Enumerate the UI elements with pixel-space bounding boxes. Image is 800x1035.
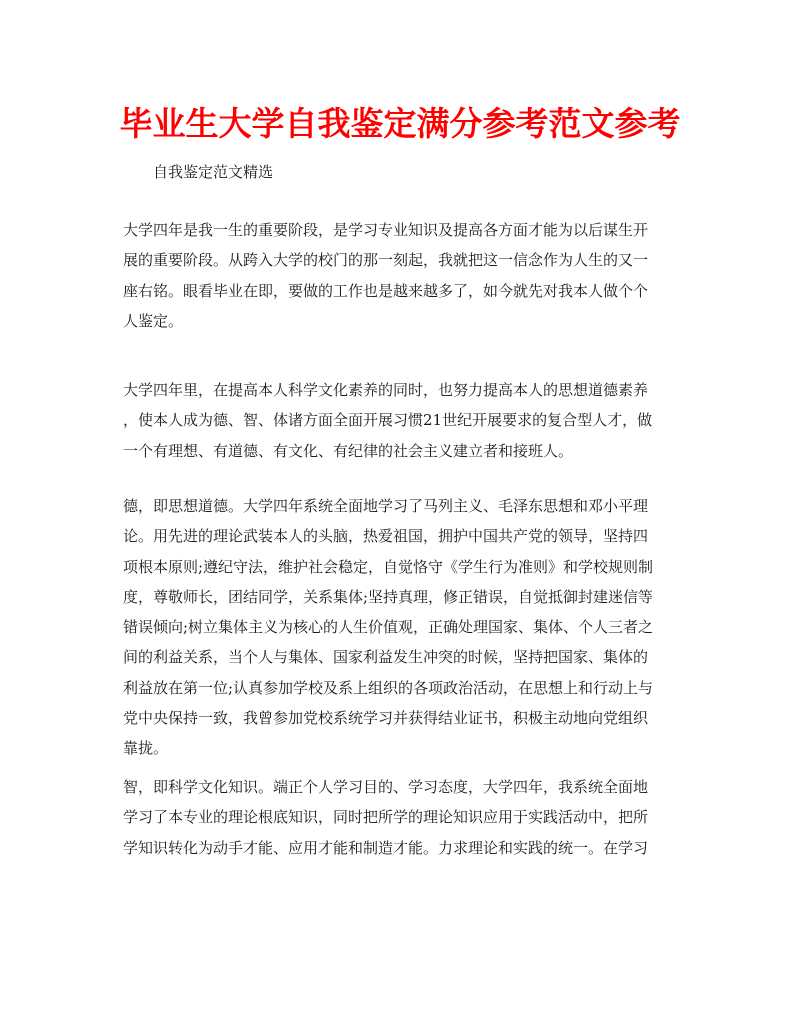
paragraph-line: 智，即科学文化知识。端正个人学习目的、学习态度，大学四年，我系统全面地 — [123, 778, 649, 796]
paragraph-line: 德，即思想道德。大学四年系统全面地学习了马列主义、毛泽东思想和邓小平理 — [123, 497, 649, 515]
paragraph-2 — [123, 375, 683, 466]
paragraph-line: 党中央保持一致，我曾参加党校系统学习并获得结业证书，积极主动地向党组织 — [123, 709, 649, 728]
paragraph-line: 展的重要阶段。从跨入大学的校门的那一刻起，我就把这一信念作为人生的又一 — [123, 251, 649, 270]
paragraph-line: ，使本人成为德、智、体诸方面全面开展习惯21世纪开展要求的复合型人才，做 — [123, 411, 653, 430]
paragraph-line: 座右铭。眼看毕业在即，要做的工作也是越来越多了，如今就先对我本人做个个 — [123, 281, 649, 300]
paragraph-line: 大学四年是我一生的重要阶段，是学习专业知识及提高各方面才能为以后谋生开 — [123, 221, 649, 239]
paragraph-line: 论。用先进的理论武装本人的头脑，热爱祖国，拥护中国共产党的领导，坚持四 — [123, 527, 649, 546]
paragraph-line: 学习了本专业的理论根底知识，同时把所学的理论知识应用于实践活动中，把所 — [123, 808, 649, 827]
paragraph-line: 一个有理想、有道德、有文化、有纪律的社会主义建立者和接班人。 — [123, 441, 574, 460]
paragraph-1 — [123, 215, 683, 336]
paragraph-3 — [123, 491, 683, 764]
document-title: 毕业生大学自我鉴定满分参考范文参考 — [119, 104, 681, 143]
paragraph-line: 学知识转化为动手才能、应用才能和制造才能。力求理论和实践的统一。在学习 — [123, 838, 649, 857]
paragraph-line: 利益放在第一位;认真参加学校及系上组织的各项政治活动，在思想上和行动上与 — [123, 678, 654, 697]
document-subtitle: 自我鉴定范文精选 — [153, 163, 274, 181]
paragraph-line: 大学四年里，在提高本人科学文化素养的同时，也努力提高本人的思想道德素养 — [123, 381, 649, 399]
paragraph-line: 人鉴定。 — [123, 311, 184, 330]
paragraph-4 — [123, 772, 683, 863]
paragraph-line: 间的利益关系，当个人与集体、国家利益发生冲突的时候，坚持把国家、集体的 — [123, 648, 649, 667]
paragraph-line: 度，尊敬师长，团结同学，关系集体;坚持真理，修正错误，自觉抵御封建迷信等 — [123, 587, 654, 606]
paragraph-line: 项根本原则;遵纪守法，维护社会稳定，自觉恪守《学生行为准则》和学校规则制 — [123, 557, 654, 576]
paragraph-line: 靠拢。 — [123, 739, 169, 758]
paragraph-line: 错误倾向;树立集体主义为核心的人生价值观，正确处理国家、集体、个人三者之 — [123, 618, 654, 637]
